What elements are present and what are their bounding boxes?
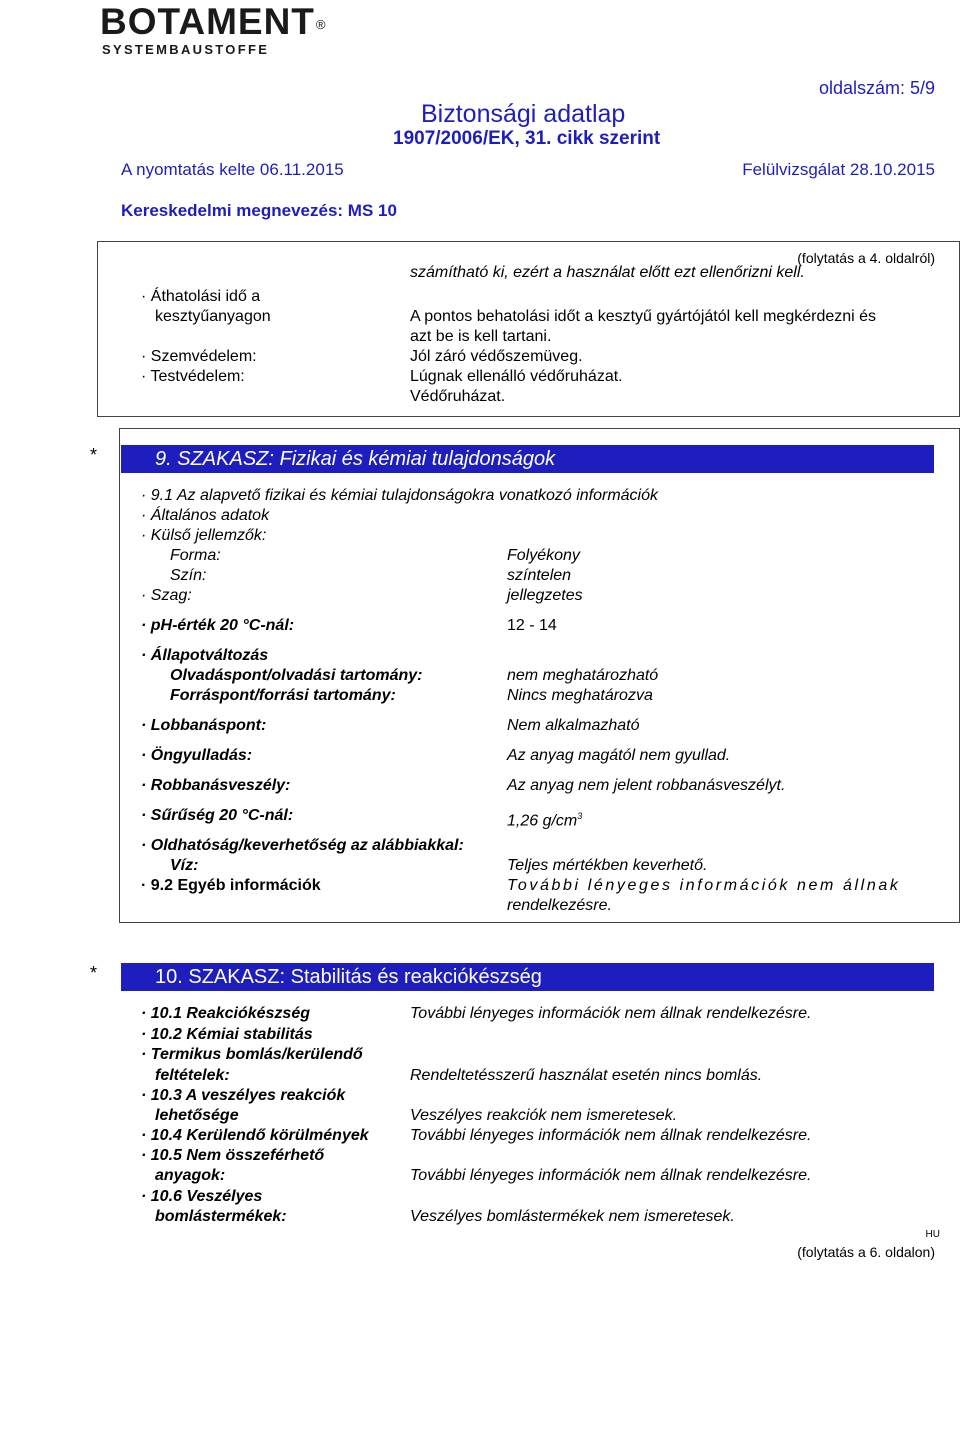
melting-label: Olvadáspont/olvadási tartomány: <box>170 667 423 684</box>
general-info: · Általános adatok <box>141 507 270 524</box>
r7-label-2: bomlástermékek: <box>155 1208 287 1225</box>
body-protection-value: Lúgnak ellenálló védőruházat. <box>410 368 623 385</box>
self-ignition-label: · Öngyulladás: <box>141 747 253 764</box>
self-ignition-value: Az anyag magától nem gyullad. <box>507 747 731 764</box>
state-change-label: · Állapotváltozás <box>141 647 269 664</box>
boiling-label: Forráspont/forrási tartomány: <box>170 687 396 704</box>
trade-name: Kereskedelmi megnevezés: MS 10 <box>121 201 397 220</box>
s92-value: További lényeges információk nem állnak <box>507 877 901 894</box>
density-value <box>507 806 582 831</box>
boiling-value: Nincs meghatározva <box>507 687 653 704</box>
form-value: Folyékony <box>507 547 580 564</box>
s92-label: · 9.2 Egyéb információk <box>141 877 321 894</box>
color-value: színtelen <box>507 567 572 584</box>
document-title: Biztonsági adatlap <box>421 100 626 128</box>
flash-point-value: Nem alkalmazható <box>507 717 640 734</box>
logo-name: BOTAMENT <box>100 1 315 42</box>
glove-material-line: számítható ki, ezért a használat előtt ezt ellenőrizni kell. <box>410 264 805 281</box>
explosion-label: · Robbanásveszély: <box>141 777 291 794</box>
eye-protection-value: Jól záró védőszemüveg. <box>410 348 583 365</box>
page-number: oldalszám: 5/9 <box>818 78 935 98</box>
change-marker-10: * <box>90 963 98 983</box>
s92-value-2: rendelkezésre. <box>507 897 612 914</box>
r3-label-2: feltételek: <box>155 1067 230 1084</box>
density-number: 1,26 g/cm <box>507 812 578 830</box>
form-label: Forma: <box>170 547 221 564</box>
r7-value: Veszélyes bomlástermékek nem ismeretesek. <box>410 1208 735 1225</box>
section10-heading: 10. SZAKASZ: Stabilitás és reakciókészség <box>121 963 934 991</box>
eye-protection-label: · Szemvédelem: <box>141 348 257 365</box>
r2-label: · 10.2 Kémiai stabilitás <box>141 1026 313 1043</box>
r1-value: További lényeges információk nem állnak rendelkezésre. <box>410 1005 812 1022</box>
revision-date: Felülvizsgálat 28.10.2015 <box>742 160 935 179</box>
ph-value: 12 - 14 <box>507 617 557 634</box>
melting-value: nem meghatározható <box>507 667 659 684</box>
color-label: Szín: <box>170 567 207 584</box>
print-date: A nyomtatás kelte 06.11.2015 <box>121 160 344 179</box>
explosion-value: Az anyag nem jelent robbanásveszélyt. <box>507 777 786 794</box>
solubility-label: · Oldhatóság/keverhetőség az alábbiakkal: <box>141 837 464 854</box>
appearance: · Külső jellemzők: <box>141 527 267 544</box>
r4-label-2: lehetősége <box>155 1107 239 1124</box>
water-label: Víz: <box>170 857 199 874</box>
r6-value: További lényeges információk nem állnak rendelkezésre. <box>410 1167 812 1184</box>
body-protection-label: · Testvédelem: <box>141 368 245 385</box>
continued-from: (folytatás a 4. oldalról) <box>797 250 935 266</box>
breakthrough-value: A pontos behatolási időt a kesztyű gyártójától kell megkérdezni és <box>410 308 877 325</box>
logo-subtitle: SYSTEMBAUSTOFFE <box>102 42 270 57</box>
r6-label: · 10.5 Nem összeférhető <box>141 1147 325 1164</box>
water-value: Teljes mértékben keverhető. <box>507 857 708 874</box>
breakthrough-label: · Áthatolási idő a <box>141 288 261 305</box>
change-marker: * <box>90 445 98 465</box>
breakthrough-value-2: azt be is kell tartani. <box>410 328 552 345</box>
body-protection-value-2: Védőruházat. <box>410 388 506 405</box>
brand-logo <box>100 2 327 42</box>
flash-point-label: · Lobbanáspont: <box>141 717 267 734</box>
odor-label: · Szag: <box>141 587 192 604</box>
r5-value: További lényeges információk nem állnak rendelkezésre. <box>410 1127 812 1144</box>
r3-value: Rendeltetésszerű használat esetén nincs bomlás. <box>410 1067 763 1084</box>
r5-label: · 10.4 Kerülendő körülmények <box>141 1127 369 1144</box>
section9-heading: 9. SZAKASZ: Fizikai és kémiai tulajdonságok <box>121 445 934 473</box>
document-subtitle: 1907/2006/EK, 31. cikk szerint <box>393 128 661 149</box>
r1-label: · 10.1 Reakciókészség <box>141 1005 310 1022</box>
language-code: HU <box>925 1229 940 1240</box>
density-exponent: 3 <box>577 811 583 821</box>
r7-label: · 10.6 Veszélyes <box>141 1188 263 1205</box>
odor-value: jellegzetes <box>507 587 583 604</box>
registered-mark: ® <box>315 17 327 32</box>
ph-label: · pH-érték 20 °C-nál: <box>141 617 295 634</box>
r3-label: · Termikus bomlás/kerülendő <box>141 1046 363 1063</box>
r4-value: Veszélyes reakciók nem ismeretesek. <box>410 1107 678 1124</box>
breakthrough-label-2: kesztyűanyagon <box>155 308 271 325</box>
continued-to: (folytatás a 6. oldalon) <box>797 1244 935 1260</box>
r6-label-2: anyagok: <box>155 1167 226 1184</box>
density-label: · Sűrűség 20 °C-nál: <box>141 807 294 824</box>
r4-label: · 10.3 A veszélyes reakciók <box>141 1087 346 1104</box>
s91-heading: · 9.1 Az alapvető fizikai és kémiai tulajdonságokra vonatkozó információk <box>141 487 658 504</box>
